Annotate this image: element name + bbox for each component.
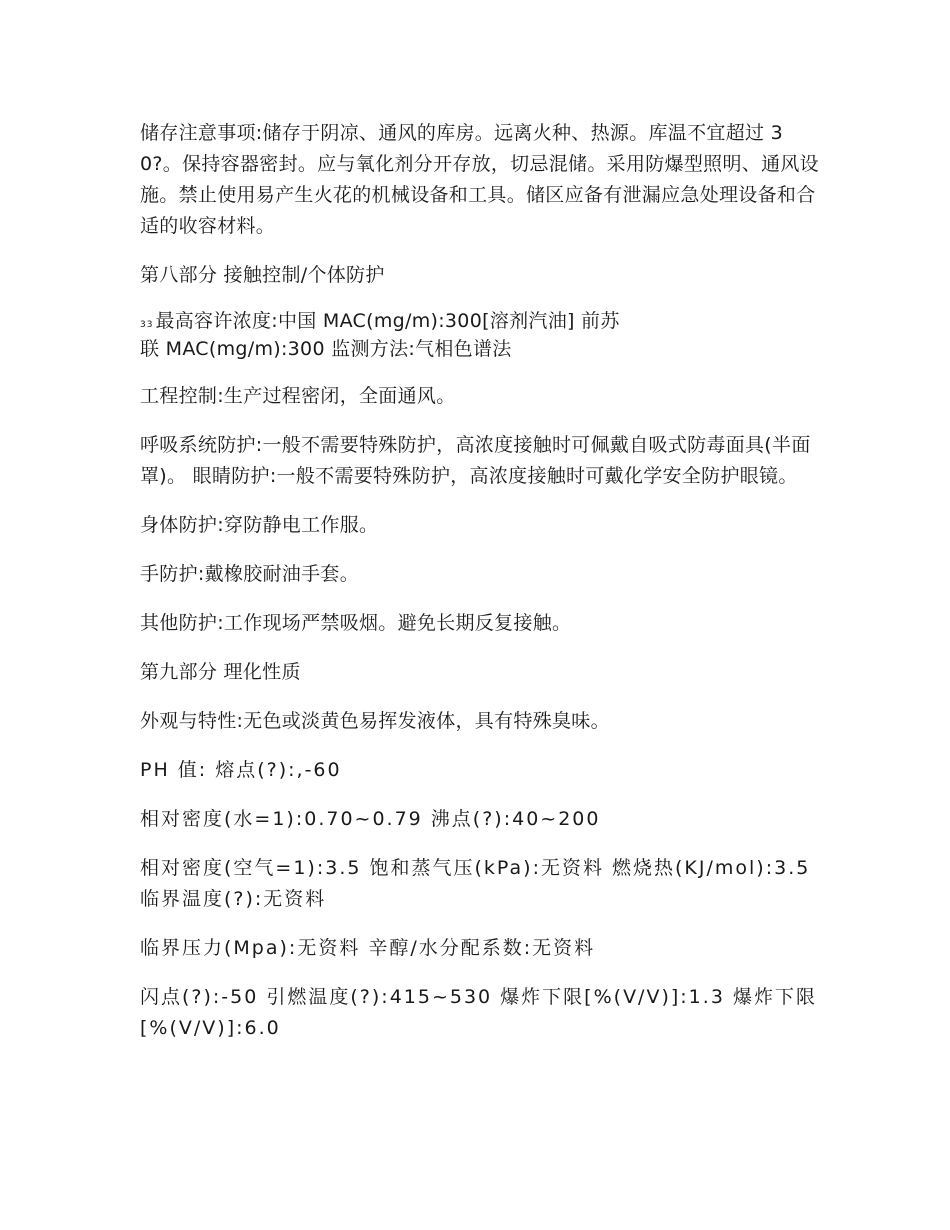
- document-page: [140, 118, 820, 1062]
- respiratory-protection: 呼吸系统防护:一般不需要特殊防护，高浓度接触时可佩戴自吸式防毒面具(半面罩)。 眼睛防护:一般不需要特殊防护，高浓度接触时可戴化学安全防护眼镜。: [140, 434, 811, 487]
- density-water-boiling-point: 相对密度(水=1):0.70~0.79 沸点(?):40~200: [140, 808, 601, 830]
- section-8-heading: 第八部分 接触控制/个体防护: [140, 264, 385, 286]
- flash-point-explosion-limits: 闪点(?):-50 引燃温度(?):415~530 爆炸下限[%(V/V)]:1.3 爆炸下限[%(V/V)]:6.0: [140, 986, 817, 1039]
- storage-notes: 储存注意事项:储存于阴凉、通风的库房。远离火种、热源。库温不宜超过 30?。保持容器密封。应与氧化剂分开存放，切忌混储。采用防爆型照明、通风设施。禁止使用易产生火花的机械设备和工具。储区应备有泄漏应急处理设备和合适的收容材料。: [140, 122, 819, 237]
- section-9-heading: 第九部分 理化性质: [140, 661, 301, 683]
- density-air-vapor-pressure: 相对密度(空气=1):3.5 饱和蒸气压(kPa):无资料 燃烧热(KJ/mol):3.5 临界温度(?):无资料: [140, 857, 811, 910]
- ph-melting-point: PH 值: 熔点(?):,-60: [140, 759, 342, 781]
- engineering-control: 工程控制:生产过程密闭，全面通风。: [140, 385, 456, 407]
- body-protection: 身体防护:穿防静电工作服。: [140, 514, 379, 536]
- critical-pressure-partition: 临界压力(Mpa):无资料 辛醇/水分配系数:无资料: [140, 937, 596, 959]
- other-protection: 其他防护:工作现场严禁吸烟。避免长期反复接触。: [140, 612, 572, 634]
- superscript-note: 33: [140, 320, 154, 330]
- appearance-properties: 外观与特性:无色或淡黄色易挥发液体，具有特殊臭味。: [140, 710, 610, 732]
- mac-line-1: [140, 309, 820, 337]
- hand-protection: 手防护:戴橡胶耐油手套。: [140, 563, 360, 585]
- mac-line-2: 联 MAC(mg/m):300 监测方法:气相色谱法: [140, 338, 512, 360]
- max-allowed-concentration: [140, 309, 820, 361]
- mac-line-1-text: 最高容许浓度:中国 MAC(mg/m):300[溶剂汽油] 前苏: [155, 310, 620, 332]
